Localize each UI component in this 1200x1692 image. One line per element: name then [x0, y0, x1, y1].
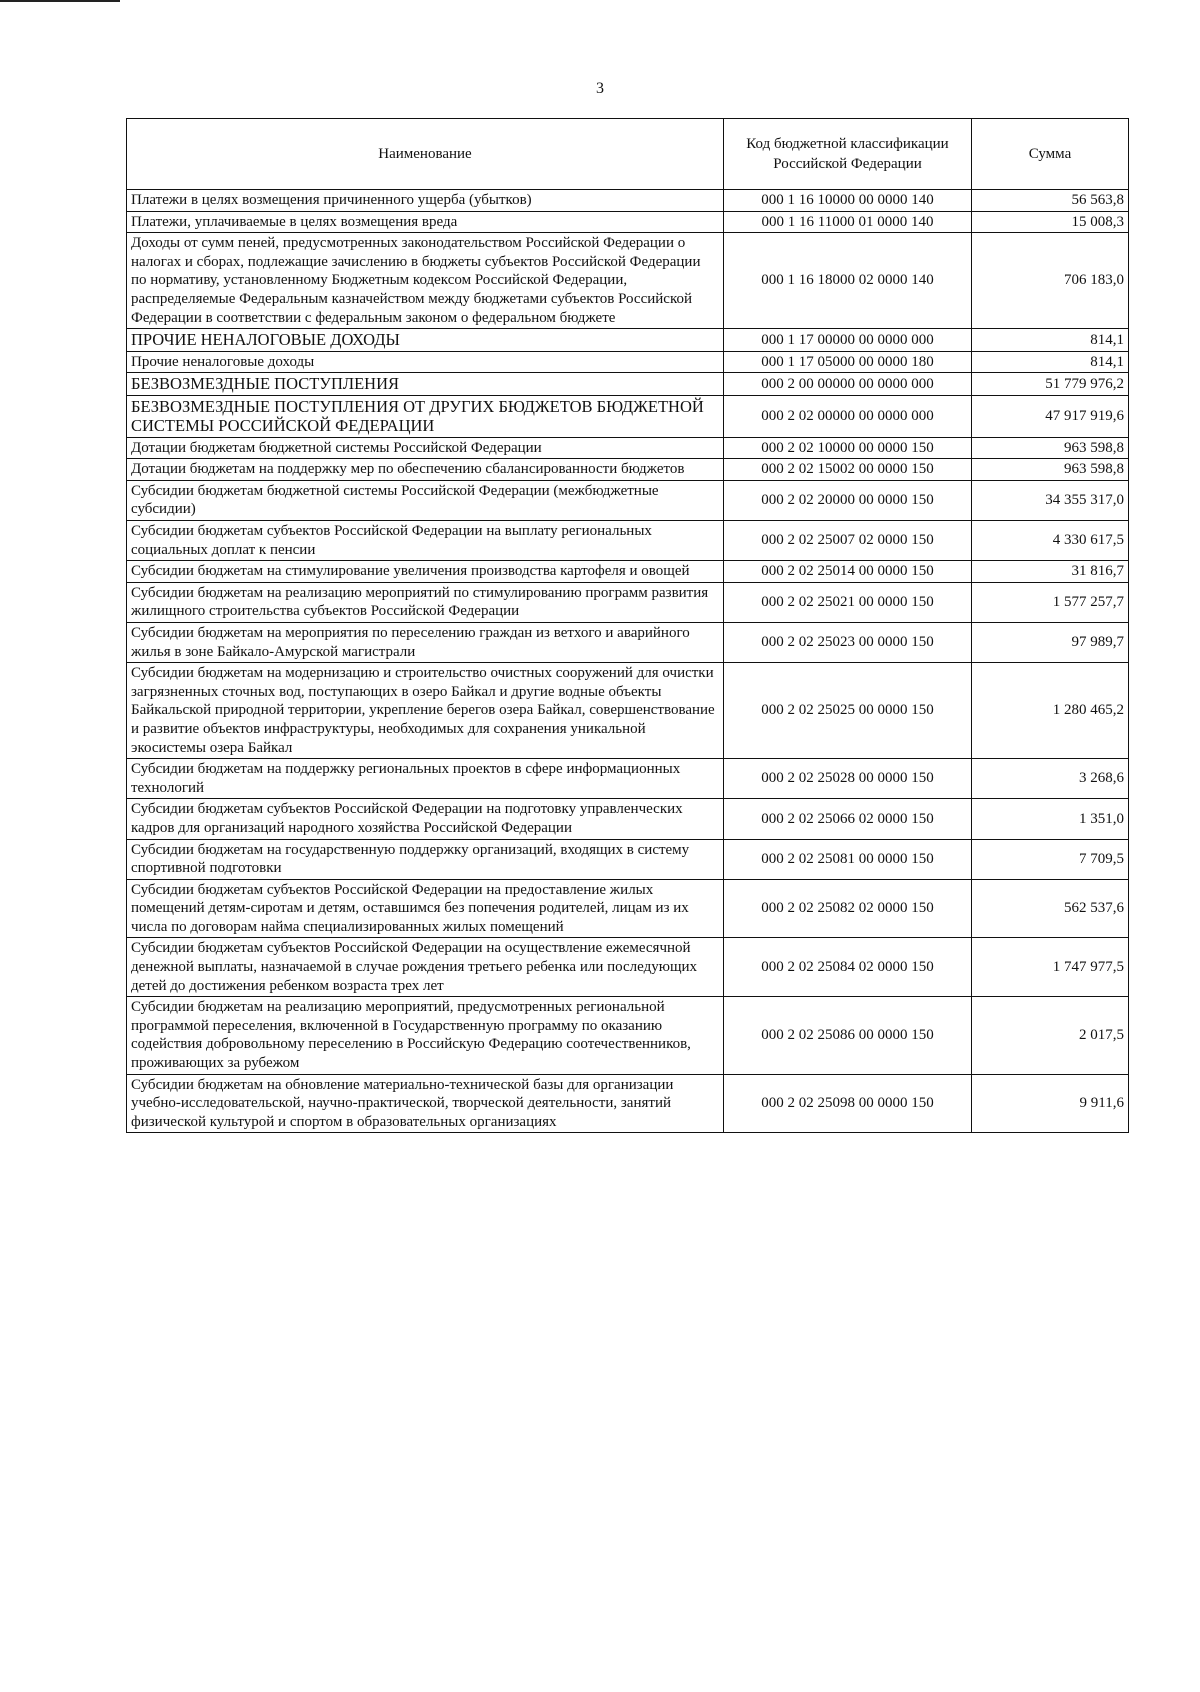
table-header-row	[127, 119, 1129, 190]
table-row	[127, 437, 1129, 459]
row-code: 000 2 02 25084 02 0000 150	[724, 938, 972, 997]
row-code: 000 2 02 25082 02 0000 150	[724, 879, 972, 938]
table-row	[127, 1074, 1129, 1133]
row-sum: 97 989,7	[972, 622, 1129, 662]
row-name: Платежи, уплачиваемые в целях возмещения вреда	[127, 211, 724, 233]
row-code: 000 2 02 10000 00 0000 150	[724, 437, 972, 459]
row-sum: 31 816,7	[972, 561, 1129, 583]
row-name: БЕЗВОЗМЕЗДНЫЕ ПОСТУПЛЕНИЯ ОТ ДРУГИХ БЮДЖЕТОВ БЮДЖЕТНОЙ СИСТЕМЫ РОССИЙСКОЙ ФЕДЕРАЦИИ	[127, 395, 724, 437]
row-name: Субсидии бюджетам на стимулирование увеличения производства картофеля и овощей	[127, 561, 724, 583]
row-name: Субсидии бюджетам на реализацию мероприятий по стимулированию программ развития жилищного строительства субъектов Российской Федерации	[127, 582, 724, 622]
row-sum: 9 911,6	[972, 1074, 1129, 1133]
row-sum: 4 330 617,5	[972, 521, 1129, 561]
row-code: 000 1 17 05000 00 0000 180	[724, 351, 972, 373]
row-code: 000 2 02 25007 02 0000 150	[724, 521, 972, 561]
row-sum: 963 598,8	[972, 459, 1129, 481]
row-name: Дотации бюджетам на поддержку мер по обеспечению сбалансированности бюджетов	[127, 459, 724, 481]
row-code: 000 1 16 10000 00 0000 140	[724, 190, 972, 212]
row-code: 000 2 02 25066 02 0000 150	[724, 799, 972, 839]
row-name: Дотации бюджетам бюджетной системы Российской Федерации	[127, 437, 724, 459]
row-code: 000 2 02 25086 00 0000 150	[724, 997, 972, 1074]
row-name: Субсидии бюджетам субъектов Российской Федерации на подготовку управленческих кадров для организаций народного хозяйства Российской Федерации	[127, 799, 724, 839]
header-code: Код бюджетной классификации Российской Федерации	[724, 119, 972, 190]
row-sum: 7 709,5	[972, 839, 1129, 879]
row-code: 000 2 02 25023 00 0000 150	[724, 622, 972, 662]
scan-edge-mark	[0, 0, 120, 2]
row-sum: 1 747 977,5	[972, 938, 1129, 997]
row-name: Субсидии бюджетам субъектов Российской Федерации на осуществление ежемесячной денежной выплаты, назначаемой в случае рождения третьего ребенка или последующих детей до достижения ребенком возраста трех лет	[127, 938, 724, 997]
row-sum: 56 563,8	[972, 190, 1129, 212]
row-sum: 1 351,0	[972, 799, 1129, 839]
row-code: 000 1 16 11000 01 0000 140	[724, 211, 972, 233]
row-sum: 814,1	[972, 351, 1129, 373]
row-name: Субсидии бюджетам на реализацию мероприятий, предусмотренных региональной программой переселения, включенной в Государственную программу по оказанию содействия добровольному переселению в Российскую Федерацию соотечественников, проживающих за рубежом	[127, 997, 724, 1074]
row-code: 000 2 02 25021 00 0000 150	[724, 582, 972, 622]
table-row	[127, 329, 1129, 351]
table-row	[127, 561, 1129, 583]
row-code: 000 2 02 25014 00 0000 150	[724, 561, 972, 583]
row-sum: 1 577 257,7	[972, 582, 1129, 622]
table-row	[127, 879, 1129, 938]
row-name: Субсидии бюджетам на мероприятия по переселению граждан из ветхого и аварийного жилья в зоне Байкало-Амурской магистрали	[127, 622, 724, 662]
table-row	[127, 759, 1129, 799]
row-code: 000 2 02 15002 00 0000 150	[724, 459, 972, 481]
row-name: Субсидии бюджетам на обновление материально-технической базы для организации учебно-исследовательской, научно-практической, творческой деятельности, занятий физической культурой и спортом в образовательных организациях	[127, 1074, 724, 1133]
row-name: Прочие неналоговые доходы	[127, 351, 724, 373]
row-code: 000 2 00 00000 00 0000 000	[724, 373, 972, 395]
table-row	[127, 373, 1129, 395]
header-name: Наименование	[127, 119, 724, 190]
table-row	[127, 582, 1129, 622]
table-row	[127, 799, 1129, 839]
header-sum: Сумма	[972, 119, 1129, 190]
table-row	[127, 663, 1129, 759]
table-row	[127, 521, 1129, 561]
row-code: 000 2 02 25025 00 0000 150	[724, 663, 972, 759]
row-code: 000 2 02 25028 00 0000 150	[724, 759, 972, 799]
row-code: 000 2 02 25098 00 0000 150	[724, 1074, 972, 1133]
table-row	[127, 459, 1129, 481]
table-row	[127, 395, 1129, 437]
table-row	[127, 190, 1129, 212]
row-code: 000 2 02 20000 00 0000 150	[724, 480, 972, 520]
row-sum: 814,1	[972, 329, 1129, 351]
row-sum: 47 917 919,6	[972, 395, 1129, 437]
row-name: Субсидии бюджетам бюджетной системы Российской Федерации (межбюджетные субсидии)	[127, 480, 724, 520]
row-name: Доходы от сумм пеней, предусмотренных законодательством Российской Федерации о налогах и сборах, подлежащие зачислению в бюджеты субъектов Российской Федерации по нормативу, установленному Бюджетным кодексом Российской Федерации, распределяемые Федеральным казначейством между бюджетами субъектов Российской Федерации в соответствии с федеральным законом о федеральном бюджете	[127, 233, 724, 329]
row-sum: 1 280 465,2	[972, 663, 1129, 759]
row-sum: 15 008,3	[972, 211, 1129, 233]
row-code: 000 2 02 00000 00 0000 000	[724, 395, 972, 437]
row-sum: 963 598,8	[972, 437, 1129, 459]
row-name: Субсидии бюджетам на поддержку региональных проектов в сфере информационных технологий	[127, 759, 724, 799]
row-sum: 3 268,6	[972, 759, 1129, 799]
row-name: ПРОЧИЕ НЕНАЛОГОВЫЕ ДОХОДЫ	[127, 329, 724, 351]
row-name: БЕЗВОЗМЕЗДНЫЕ ПОСТУПЛЕНИЯ	[127, 373, 724, 395]
row-sum: 34 355 317,0	[972, 480, 1129, 520]
row-sum: 562 537,6	[972, 879, 1129, 938]
row-name: Субсидии бюджетам на государственную поддержку организаций, входящих в систему спортивной подготовки	[127, 839, 724, 879]
row-sum: 706 183,0	[972, 233, 1129, 329]
row-code: 000 1 17 00000 00 0000 000	[724, 329, 972, 351]
row-code: 000 2 02 25081 00 0000 150	[724, 839, 972, 879]
table-row	[127, 233, 1129, 329]
table-row	[127, 622, 1129, 662]
row-name: Субсидии бюджетам на модернизацию и строительство очистных сооружений для очистки загрязненных сточных вод, поступающих в озеро Байкал и другие водные объекты Байкальской природной территории, укрепление берегов озера Байкал, совершенствование и развитие объектов инфраструктуры, необходимых для сохранения уникальной экосистемы озера Байкал	[127, 663, 724, 759]
budget-revenue-table	[126, 118, 1129, 1133]
table-row	[127, 480, 1129, 520]
row-name: Субсидии бюджетам субъектов Российской Федерации на предоставление жилых помещений детям-сиротам и детям, оставшимся без попечения родителей, лицам из их числа по договорам найма специализированных жилых помещений	[127, 879, 724, 938]
table-row	[127, 938, 1129, 997]
table-row	[127, 839, 1129, 879]
table-row	[127, 211, 1129, 233]
row-code: 000 1 16 18000 02 0000 140	[724, 233, 972, 329]
table-row	[127, 351, 1129, 373]
row-sum: 2 017,5	[972, 997, 1129, 1074]
page-number: 3	[596, 80, 604, 97]
table-body	[127, 190, 1129, 1133]
row-sum: 51 779 976,2	[972, 373, 1129, 395]
table-row	[127, 997, 1129, 1074]
row-name: Платежи в целях возмещения причиненного ущерба (убытков)	[127, 190, 724, 212]
row-name: Субсидии бюджетам субъектов Российской Федерации на выплату региональных социальных доплат к пенсии	[127, 521, 724, 561]
